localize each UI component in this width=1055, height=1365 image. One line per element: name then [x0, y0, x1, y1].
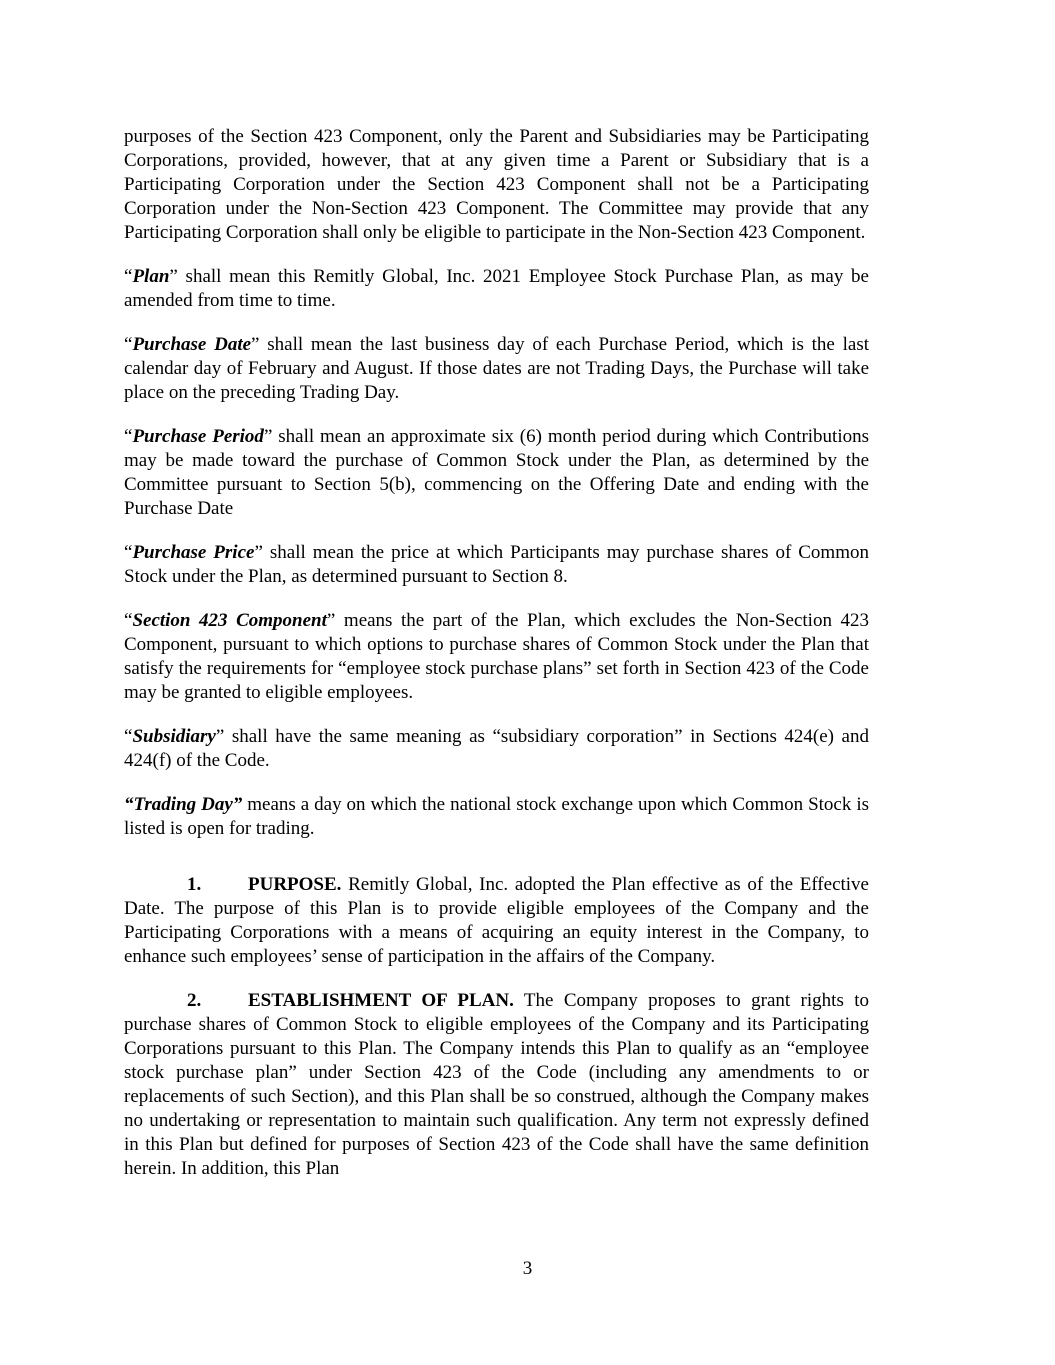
- definition-text: shall mean the last business day of each Purchase Period, which is the last calendar day of February and August. If those dates are not Trading Days, the Purchase will take place on the preceding Trading Day.: [124, 334, 870, 403]
- section-title: PURPOSE.: [248, 874, 342, 895]
- open-quote: “: [124, 266, 133, 287]
- open-quote: “: [124, 726, 133, 747]
- section-number: 2.: [187, 990, 202, 1011]
- continuation-paragraph: purposes of the Section 423 Component, only the Parent and Subsidiaries may be Participating Corporations, provided, however, that at any given time a Parent or Subsidiary that is a Participating Corporation under the Section 423 Component shall not be a Participating Corporation under the Non-Section 423 Component. The Committee may provide that any Participating Corporation shall only be eligible to participate in the Non-Section 423 Component.: [124, 126, 869, 243]
- definition-text: shall mean an approximate six (6) month period during which Contributions may be made toward the purchase of Common Stock under the Plan, as determined by the Committee pursuant to Section 5(b), commencing on the Offering Date and ending with the Purchase Date: [124, 426, 869, 519]
- definition-text: shall mean the price at which Participants may purchase shares of Common Stock under the Plan, as determined pursuant to Section 8.: [124, 542, 869, 587]
- defined-term: Purchase Price: [132, 542, 255, 563]
- document-body: [124, 125, 869, 1201]
- definition-purchase-price: [124, 541, 869, 589]
- section-text: The Company proposes to grant rights to purchase shares of Common Stock to eligible employees of the Company and its Participating Corporations pursuant to this Plan. The Company intends this Plan to qualify as an “employee stock purchase plan” under Section 423 of the Code (including any amendments to or replacements of such Section), and this Plan shall be so construed, although the Company makes no undertaking or representation to maintain such qualification. Any term not expressly defined in this Plan but defined for purposes of Section 423 of the Code shall have the same definition herein. In addition, this Plan: [124, 990, 869, 1179]
- definition-plan: [124, 265, 869, 313]
- definition-trading-day: [124, 793, 869, 841]
- close-quote: ”: [215, 726, 225, 747]
- definition-text: shall have the same meaning as “subsidiary corporation” in Sections 424(e) and 424(f) of the Code.: [124, 726, 869, 771]
- open-quote: “: [124, 334, 133, 355]
- open-quote: “: [124, 426, 133, 447]
- defined-term: Subsidiary: [132, 726, 216, 747]
- defined-term: Section 423 Component: [132, 610, 327, 631]
- definition-text: means a day on which the national stock exchange upon which Common Stock is listed is open for trading.: [124, 794, 869, 839]
- definition-text: shall mean this Remitly Global, Inc. 2021 Employee Stock Purchase Plan, as may be amended from time to time.: [124, 266, 869, 311]
- definition-subsidiary: [124, 725, 869, 773]
- close-quote: ”: [326, 610, 336, 631]
- section-title: ESTABLISHMENT OF PLAN.: [248, 990, 514, 1011]
- defined-term: Purchase Period: [132, 426, 264, 447]
- definition-section-423-component: [124, 609, 869, 705]
- section-number: 1.: [187, 874, 202, 895]
- open-quote: “: [124, 610, 133, 631]
- close-quote: ”: [263, 426, 273, 447]
- close-quote: ”: [169, 266, 178, 287]
- close-quote: ”: [254, 542, 263, 563]
- page-number: 3: [522, 1258, 533, 1279]
- close-quote: ”: [251, 334, 260, 355]
- definition-purchase-period: [124, 425, 869, 521]
- defined-term: “Trading Day”: [124, 794, 243, 815]
- definition-text: means the part of the Plan, which excludes the Non-Section 423 Component, pursuant to which options to purchase shares of Common Stock under the Plan that satisfy the requirements for “employee stock purchase plans” set forth in Section 423 of the Code may be granted to eligible employees.: [124, 610, 870, 703]
- defined-term: Purchase Date: [132, 334, 252, 355]
- section-text: Remitly Global, Inc. adopted the Plan effective as of the Effective Date. The purpose of this Plan is to provide eligible employees of the Company and the Participating Corporations with a means of acquiring an equity interest in the Company, to enhance such employees’ sense of participation in the affairs of the Company.: [124, 874, 869, 967]
- section-1-purpose: [124, 873, 869, 969]
- defined-term: Plan: [132, 266, 170, 287]
- section-2-establishment: [124, 989, 869, 1181]
- definition-purchase-date: [124, 333, 869, 405]
- open-quote: “: [124, 542, 133, 563]
